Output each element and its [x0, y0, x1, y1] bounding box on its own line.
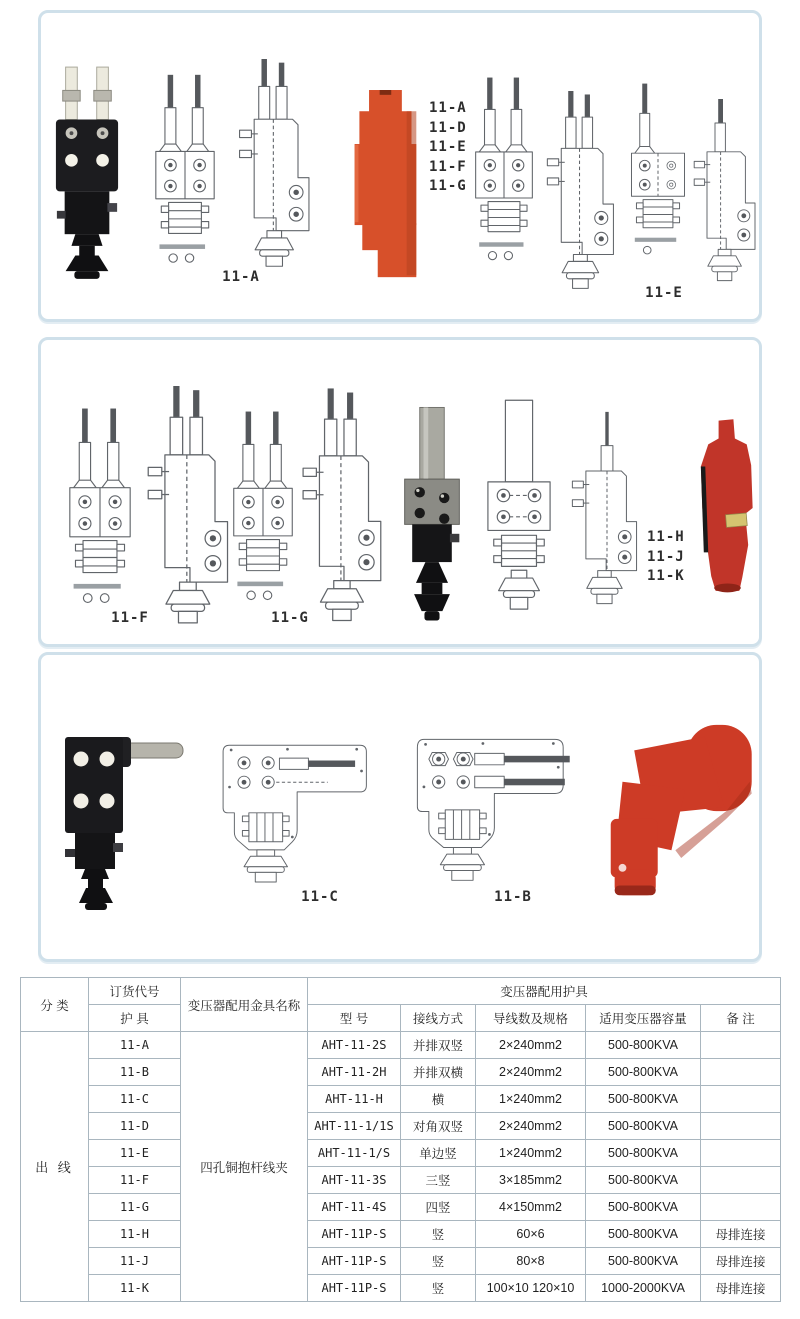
header-capacity: 适用变压器容量 — [586, 1005, 701, 1032]
cover-label: 11-F — [429, 158, 467, 175]
table-row — [21, 1113, 781, 1140]
cell-wiring: 并排双竖 — [401, 1032, 476, 1059]
cell-spec: 80×8 — [476, 1248, 586, 1275]
cell-code: 11-J — [89, 1248, 181, 1275]
figure-caption: 11-F — [111, 610, 149, 626]
cell-model: AHT-11-2S — [308, 1032, 401, 1059]
cell-category: 出 线 — [21, 1032, 89, 1302]
drawing-panel-bottom — [38, 652, 762, 962]
side-view-drawing-single — [691, 91, 763, 291]
cell-remark: 母排连接 — [701, 1275, 781, 1302]
cell-wiring: 竖 — [401, 1248, 476, 1275]
front-view-drawing — [473, 75, 535, 267]
cell-capacity: 500-800KVA — [586, 1248, 701, 1275]
elbow-clamp-photo — [57, 731, 187, 911]
cell-spec: 3×185mm2 — [476, 1167, 586, 1194]
cell-spec: 1×240mm2 — [476, 1140, 586, 1167]
red-cover-tall-photo — [689, 388, 763, 628]
cell-remark: 母排连接 — [701, 1221, 781, 1248]
cell-code: 11-B — [89, 1059, 181, 1086]
cell-code: 11-D — [89, 1113, 181, 1140]
figure-caption: 11-E — [645, 285, 683, 301]
cover-label: 11-A — [429, 100, 467, 116]
header-fitting-name: 变压器配用金具名称 — [181, 978, 308, 1032]
cell-remark — [701, 1167, 781, 1194]
figure-caption: 11-B — [494, 889, 532, 905]
side-view-rod-drawing — [569, 390, 645, 628]
cell-code: 11-K — [89, 1275, 181, 1302]
front-view-drawing — [67, 398, 133, 618]
table-row — [21, 1086, 781, 1113]
figure-caption: 11-C — [301, 889, 339, 905]
cell-remark — [701, 1059, 781, 1086]
cell-wiring: 单边竖 — [401, 1140, 476, 1167]
table-row — [21, 1140, 781, 1167]
cell-capacity: 500-800KVA — [586, 1140, 701, 1167]
cell-remark — [701, 1140, 781, 1167]
cell-capacity: 500-800KVA — [586, 1221, 701, 1248]
cell-spec: 100×10 120×10 — [476, 1275, 586, 1302]
cell-wiring: 横 — [401, 1086, 476, 1113]
cell-capacity: 500-800KVA — [586, 1059, 701, 1086]
front-view-drawing-single — [629, 75, 687, 267]
cover-label: 11-J — [647, 548, 685, 565]
cover-label: 11-G — [429, 178, 467, 194]
cell-code: 11-C — [89, 1086, 181, 1113]
clamp-photo-11a — [53, 63, 121, 281]
side-view-drawing — [541, 91, 625, 291]
cell-model: AHT-11P-S — [308, 1275, 401, 1302]
spec-table-body — [21, 1032, 781, 1302]
cell-model: AHT-11P-S — [308, 1221, 401, 1248]
header-remark: 备 注 — [701, 1005, 781, 1032]
red-cover-photo — [343, 85, 425, 287]
cell-code: 11-H — [89, 1221, 181, 1248]
cell-capacity: 1000-2000KVA — [586, 1275, 701, 1302]
cover-label: 11-H — [647, 529, 685, 545]
header-order-code: 订货代号 — [89, 978, 181, 1005]
cell-model: AHT-11P-S — [308, 1248, 401, 1275]
cover-label: 11-D — [429, 119, 467, 136]
cell-capacity: 500-800KVA — [586, 1194, 701, 1221]
cover-label: 11-K — [647, 568, 685, 584]
cell-wiring: 三竖 — [401, 1167, 476, 1194]
cell-spec: 4×150mm2 — [476, 1194, 586, 1221]
side-view-drawing — [141, 386, 241, 626]
table-row — [21, 1167, 781, 1194]
table-row — [21, 1221, 781, 1248]
cover-label: 11-E — [429, 139, 467, 155]
cell-code: 11-E — [89, 1140, 181, 1167]
cell-spec: 2×240mm2 — [476, 1113, 586, 1140]
front-view-drawing — [153, 73, 217, 269]
cover-label-list — [647, 528, 685, 587]
header-wiring: 接线方式 — [401, 1005, 476, 1032]
cell-remark — [701, 1113, 781, 1140]
header-category: 分 类 — [21, 978, 89, 1032]
cell-code: 11-F — [89, 1167, 181, 1194]
cell-model: AHT-11-1/S — [308, 1140, 401, 1167]
cover-label-list — [429, 99, 467, 197]
table-row — [21, 1032, 781, 1059]
busbar-clamp-photo — [399, 400, 465, 628]
cell-remark: 母排连接 — [701, 1248, 781, 1275]
cell-code: 11-G — [89, 1194, 181, 1221]
cell-model: AHT-11-H — [308, 1086, 401, 1113]
cell-fitting-name: 四孔铜抱杆线夹 — [181, 1032, 308, 1302]
side-view-drawing — [233, 59, 321, 269]
side-view-drawing — [299, 386, 391, 626]
elbow-clamp-drawing-11b — [401, 731, 573, 883]
spec-table — [20, 977, 781, 1302]
cell-remark — [701, 1194, 781, 1221]
cell-capacity: 500-800KVA — [586, 1032, 701, 1059]
header-model: 型 号 — [308, 1005, 401, 1032]
table-row — [21, 1059, 781, 1086]
cell-code: 11-A — [89, 1032, 181, 1059]
cell-remark — [701, 1032, 781, 1059]
cell-remark — [701, 1086, 781, 1113]
busbar-clamp-drawing — [485, 396, 553, 626]
cell-model: AHT-11-4S — [308, 1194, 401, 1221]
cell-wiring: 竖 — [401, 1275, 476, 1302]
cell-wiring: 四竖 — [401, 1194, 476, 1221]
cell-spec: 2×240mm2 — [476, 1032, 586, 1059]
cell-wiring: 对角双竖 — [401, 1113, 476, 1140]
elbow-clamp-drawing-11c — [207, 735, 372, 885]
figure-caption: 11-G — [271, 610, 309, 626]
table-row — [21, 1248, 781, 1275]
cell-spec: 60×6 — [476, 1221, 586, 1248]
table-row — [21, 1275, 781, 1302]
header-protector-group: 变压器配用护具 — [308, 978, 781, 1005]
header-protector: 护 具 — [89, 1005, 181, 1032]
cell-capacity: 500-800KVA — [586, 1086, 701, 1113]
front-view-drawing — [231, 398, 295, 618]
cell-model: AHT-11-1/1S — [308, 1113, 401, 1140]
drawing-panel-middle — [38, 337, 762, 647]
cell-wiring: 竖 — [401, 1221, 476, 1248]
cell-capacity: 500-800KVA — [586, 1167, 701, 1194]
cell-wiring: 并排双横 — [401, 1059, 476, 1086]
header-wire-spec: 导线数及规格 — [476, 1005, 586, 1032]
red-cover-elbow-photo — [577, 721, 759, 907]
cell-model: AHT-11-2H — [308, 1059, 401, 1086]
cell-model: AHT-11-3S — [308, 1167, 401, 1194]
drawing-panel-top — [38, 10, 762, 322]
cell-spec: 1×240mm2 — [476, 1086, 586, 1113]
cell-capacity: 500-800KVA — [586, 1113, 701, 1140]
table-row — [21, 1194, 781, 1221]
figure-caption: 11-A — [222, 269, 260, 285]
cell-spec: 2×240mm2 — [476, 1059, 586, 1086]
